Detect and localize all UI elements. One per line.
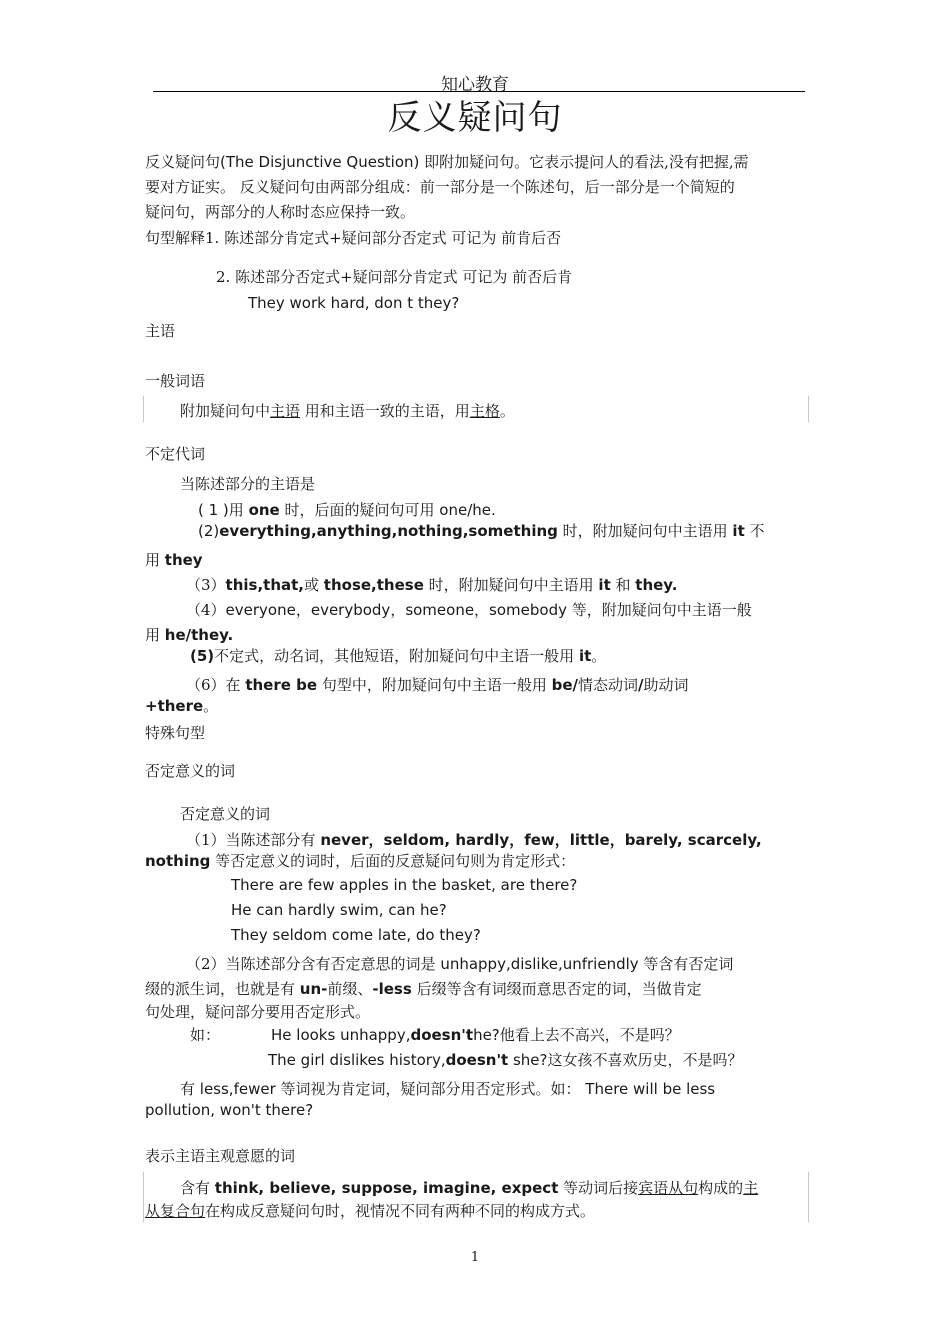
example-1: There are few apples in the basket, are there? [231, 876, 578, 894]
rule-2: (2)everything,anything,nothing,something 时，附加疑问句中主语用 it 不 [198, 522, 765, 540]
indef-intro: 当陈述部分的主语是 [180, 475, 316, 493]
page-title: 反义疑问句 [387, 98, 563, 138]
pattern-line-2: 2. 陈述部分否定式+疑问部分肯定式 可记为 前否后肯 [216, 268, 573, 286]
intro-line-3: 疑问句，两部分的人称时态应保持一致。 [145, 203, 416, 221]
heading-neg-words: 否定意义的词 [145, 762, 236, 780]
example-3: They seldom come late, do they? [231, 926, 481, 944]
neg-rule-1-cont: nothing 等否定意义的词时，后面的反意疑问句则为肯定形式： [145, 852, 576, 870]
neg-rule-1: （1）当陈述部分有 never，seldom, hardly，few，little，barely, scarcely, [186, 831, 762, 849]
example-4-prefix: 如： [190, 1026, 221, 1044]
neg-rule-2: （2）当陈述部分含有否定意思的词是 unhappy,dislike,unfriendly 等含有否定词 [186, 955, 734, 973]
heading-subject: 主语 [145, 322, 176, 340]
rule-5: (5)不定式，动名词，其他短语，附加疑问句中主语一般用 it。 [190, 647, 607, 665]
pattern-line-1: 句型解释1. 陈述部分肯定式+疑问部分否定式 可记为 前肯后否 [145, 229, 562, 247]
pattern-example: They work hard, don t they? [248, 294, 460, 312]
subheading-neg-words: 否定意义的词 [180, 805, 271, 823]
example-5: The girl dislikes history,doesn't she?这女孩不喜欢历史，不是吗？ [268, 1051, 743, 1069]
rule-2-cont: 用 they [145, 551, 203, 569]
box-left-border [143, 396, 144, 422]
heading-special: 特殊句型 [145, 724, 206, 742]
intro-line-2: 要对方证实。 反义疑问句由两部分组成：前一部分是一个陈述句，后一部分是一个简短的 [145, 178, 735, 196]
heading-general-words: 一般词语 [145, 372, 206, 390]
example-4: He looks unhappy,doesn'the?他看上去不高兴，不是吗？ [271, 1026, 680, 1044]
will-rule-cont: 从复合句在构成反意疑问句时，视情况不同有两种不同的构成方式。 [145, 1202, 596, 1220]
rule-6: （6）在 there be 句型中，附加疑问句中主语一般用 be/情态动词/助动词 [186, 676, 689, 694]
rule-6-cont: +there。 [145, 697, 219, 715]
general-rule: 附加疑问句中主语 用和主语一致的主语，用主格。 [180, 402, 515, 420]
rule-1: ( 1 )用 one 时，后面的疑问句可用 one/he. [198, 501, 496, 519]
heading-will-words: 表示主语主观意愿的词 [145, 1147, 296, 1165]
less-rule-cont: pollution, won't there? [145, 1101, 314, 1119]
rule-3: （3）this,that,或 those,these 时，附加疑问句中主语用 it 和 they. [186, 576, 678, 594]
example-2: He can hardly swim, can he? [231, 901, 447, 919]
intro-line-1: 反义疑问句(The Disjunctive Question) 即附加疑问句。它表示提问人的看法,没有把握,需 [145, 153, 749, 171]
box2-left-border [143, 1172, 144, 1222]
box2-right-border [808, 1172, 809, 1222]
rule-4-cont: 用 he/they. [145, 626, 234, 644]
header-org: 知心教育 [441, 75, 509, 95]
neg-rule-2-cont: 缀的派生词，也就是有 un-前缀、-less 后缀等含有词缀而意思否定的词，当做肯定 [145, 980, 702, 998]
will-rule: 含有 think, believe, suppose, imagine, expect 等动词后接宾语从句构成的主 [180, 1179, 759, 1197]
heading-indef-pronoun: 不定代词 [145, 445, 206, 463]
less-rule: 有 less,fewer 等词视为肯定词，疑问部分用否定形式。如： There will be less [180, 1080, 716, 1098]
rule-4: （4）everyone，everybody，someone，somebody 等，附加疑问句中主语一般 [186, 601, 752, 619]
box-right-border [808, 396, 809, 422]
neg-rule-2-cont2: 句处理，疑问部分要用否定形式。 [145, 1003, 371, 1021]
page-number: 1 [470, 1250, 480, 1265]
